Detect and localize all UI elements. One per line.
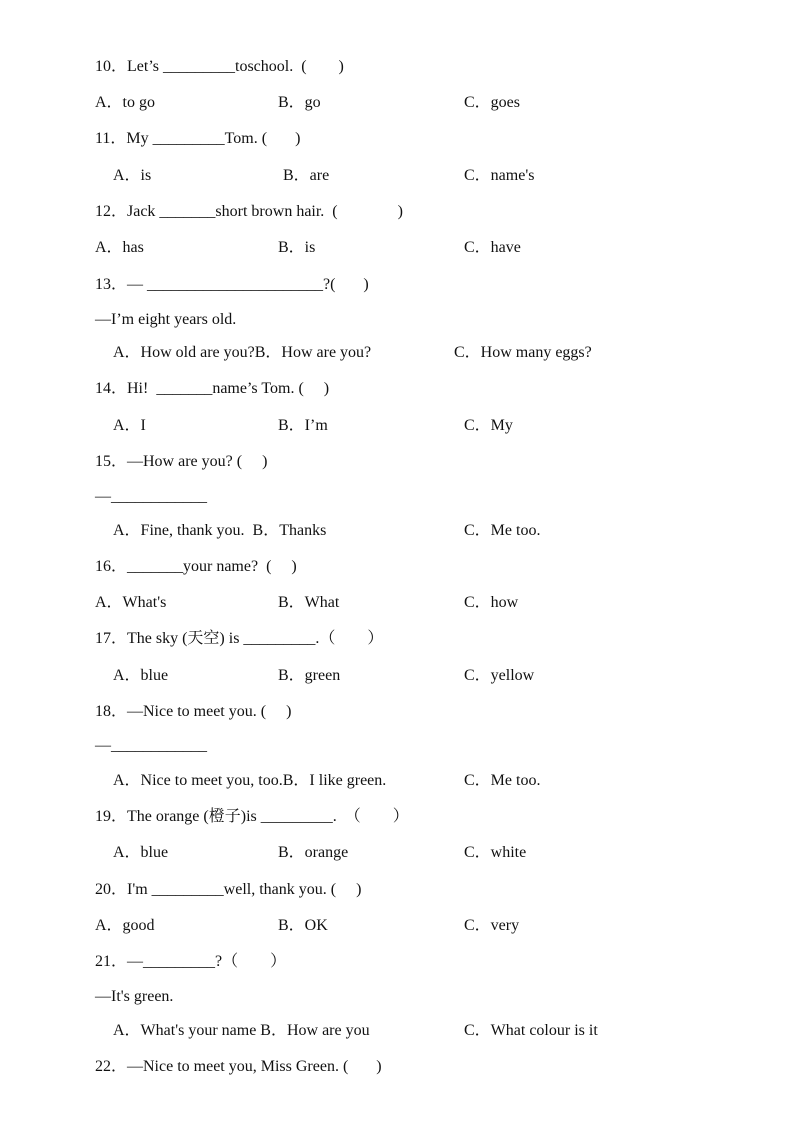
question-17-option-c[interactable]: C．yellow bbox=[464, 667, 535, 684]
question-21-option-c[interactable]: C．What colour is it bbox=[464, 1022, 598, 1039]
question-17-stem: 17．The sky (天空) is _________.（ ） bbox=[95, 630, 384, 647]
question-18-option-ab[interactable]: A．Nice to meet you, too.B．I like green. bbox=[113, 772, 387, 789]
question-15-stem: 15．—How are you? ( ) bbox=[95, 453, 268, 470]
question-12-stem: 12．Jack _______short brown hair. ( ) bbox=[95, 203, 403, 220]
question-17-option-b[interactable]: B．green bbox=[278, 667, 341, 684]
question-19-option-c[interactable]: C．white bbox=[464, 844, 527, 861]
question-16-stem: 16．_______your name? ( ) bbox=[95, 558, 297, 575]
question-18-stem: 18．—Nice to meet you. ( ) bbox=[95, 703, 292, 720]
question-11-option-c[interactable]: C．name's bbox=[464, 167, 535, 184]
question-15-option-ab[interactable]: A．Fine, thank you. B．Thanks bbox=[113, 522, 327, 539]
question-10-option-c[interactable]: C．goes bbox=[464, 94, 521, 111]
question-12-option-b[interactable]: B．is bbox=[278, 239, 316, 256]
question-10-stem: 10．Let’s _________toschool. ( ) bbox=[95, 58, 344, 75]
question-14-option-a[interactable]: A．I bbox=[113, 417, 146, 434]
question-21-option-ab[interactable]: A．What's your name B．How are you bbox=[113, 1022, 370, 1039]
question-12-option-a[interactable]: A．has bbox=[95, 239, 144, 256]
question-11-option-b[interactable]: B．are bbox=[283, 167, 330, 184]
question-14-option-c[interactable]: C．My bbox=[464, 417, 513, 434]
question-15-reply: —____________ bbox=[95, 488, 207, 505]
question-19-option-b[interactable]: B．orange bbox=[278, 844, 349, 861]
question-19-stem: 19．The orange (橙子)is _________. （ ） bbox=[95, 808, 409, 825]
question-18-option-c[interactable]: C．Me too. bbox=[464, 772, 541, 789]
question-20-option-c[interactable]: C．very bbox=[464, 917, 520, 934]
question-12-option-c[interactable]: C．have bbox=[464, 239, 521, 256]
question-22-stem: 22．—Nice to meet you, Miss Green. ( ) bbox=[95, 1058, 382, 1075]
question-13-reply: —I’m eight years old. bbox=[95, 311, 237, 328]
question-16-option-b[interactable]: B．What bbox=[278, 594, 340, 611]
question-10-option-b[interactable]: B．go bbox=[278, 94, 321, 111]
question-20-option-a[interactable]: A．good bbox=[95, 917, 155, 934]
question-21-reply: —It's green. bbox=[95, 988, 174, 1005]
question-21-stem: 21．—_________?（ ） bbox=[95, 953, 287, 970]
question-10-option-a[interactable]: A．to go bbox=[95, 94, 156, 111]
question-18-reply: —____________ bbox=[95, 737, 207, 754]
question-20-stem: 20．I'm _________well, thank you. ( ) bbox=[95, 881, 362, 898]
question-20-option-b[interactable]: B．OK bbox=[278, 917, 328, 934]
question-14-stem: 14．Hi! _______name’s Tom. ( ) bbox=[95, 380, 330, 397]
question-17-option-a[interactable]: A．blue bbox=[113, 667, 169, 684]
question-16-option-a[interactable]: A．What's bbox=[95, 594, 167, 611]
question-11-stem: 11．My _________Tom. ( ) bbox=[95, 130, 301, 147]
question-13-stem: 13．— ______________________?( ) bbox=[95, 276, 369, 293]
question-15-option-c[interactable]: C．Me too. bbox=[464, 522, 541, 539]
question-14-option-b[interactable]: B．I’m bbox=[278, 417, 328, 434]
question-16-option-c[interactable]: C．how bbox=[464, 594, 519, 611]
question-13-option-ab[interactable]: A．How old are you?B．How are you? bbox=[113, 344, 372, 361]
question-19-option-a[interactable]: A．blue bbox=[113, 844, 169, 861]
question-13-option-c[interactable]: C．How many eggs? bbox=[454, 344, 592, 361]
question-11-option-a[interactable]: A．is bbox=[113, 167, 152, 184]
